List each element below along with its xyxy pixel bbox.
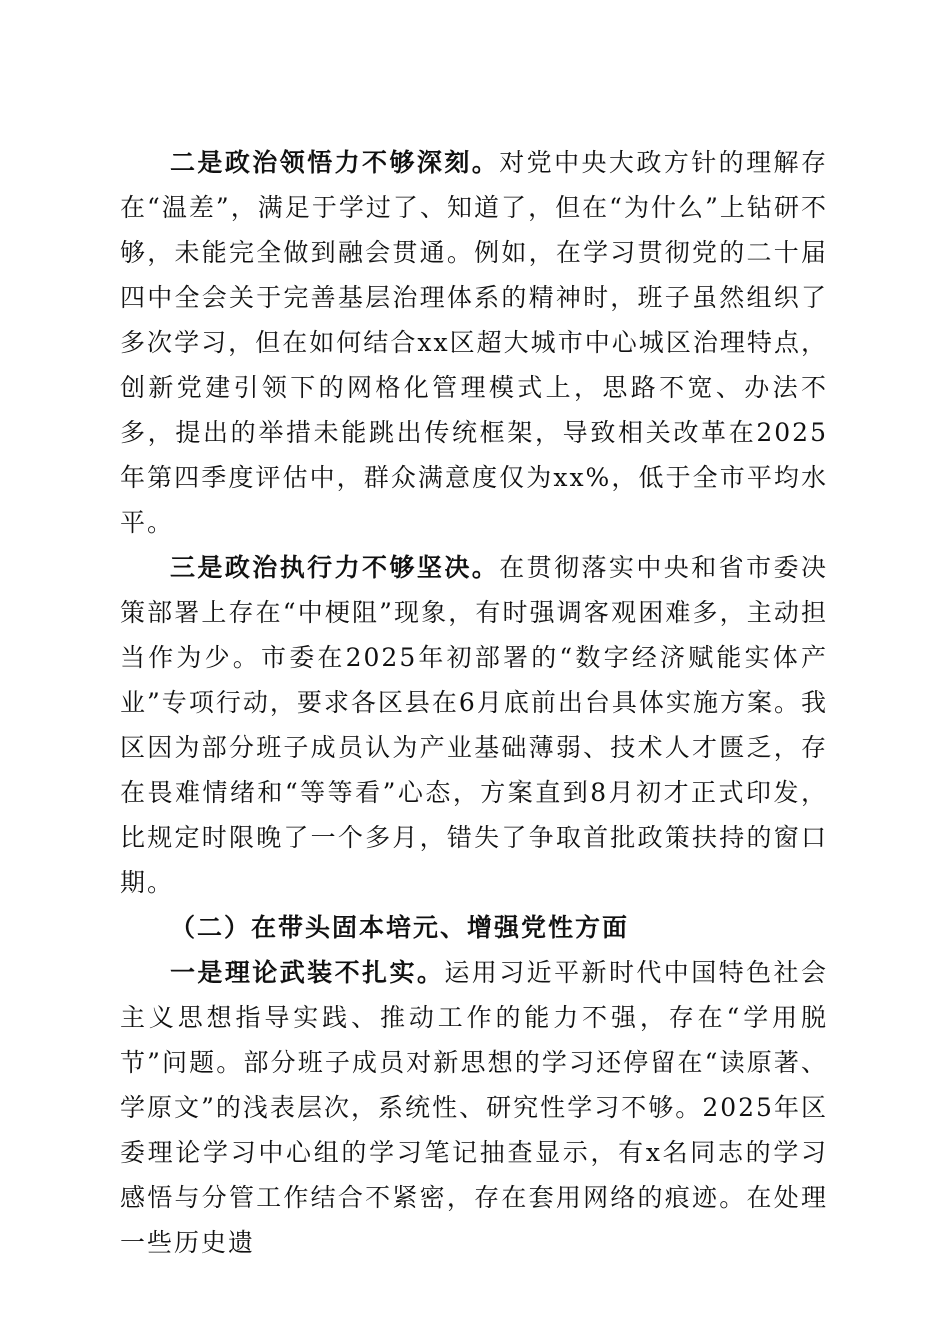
paragraph-lead: 二是政治领悟力不够深刻。: [170, 148, 500, 177]
paragraph-political-understanding: [120, 140, 828, 545]
paragraph-text: 在贯彻落实中央和省市委决策部署上存在“中梗阻”现象，有时强调客观困难多，主动担当作为少。市委在2025年初部署的“数字经济赋能实体产业”专项行动，要求各区县在6月底前出台具体实施方案。我区因为部分班子成员认为产业基础薄弱、技术人才匮乏，存在畏难情绪和“等等看”心态，方案直到8月初才正式印发，比规定时限晚了一个多月，错失了争取首批政策扶持的窗口期。: [120, 553, 828, 897]
paragraph-text: 运用习近平新时代中国特色社会主义思想指导实践、推动工作的能力不强，存在“学用脱节”问题。部分班子成员对新思想的学习还停留在“读原著、学原文”的浅表层次，系统性、研究性学习不够。2025年区委理论学习中心组的学习笔记抽查显示，有x名同志的学习感悟与分管工作结合不紧密，存在套用网络的痕迹。在处理一些历史遗: [120, 958, 828, 1257]
paragraph-text: 对党中央大政方针的理解存在“温差”，满足于学过了、知道了，但在“为什么”上钻研不够，未能完全做到融会贯通。例如，在学习贯彻党的二十届四中全会关于完善基层治理体系的精神时，班子虽然组织了多次学习，但在如何结合xx区超大城市中心城区治理特点，创新党建引领下的网格化管理模式上，思路不宽、办法不多，提出的举措未能跳出传统框架，导致相关改革在2025年第四季度评估中，群众满意度仅为xx%，低于全市平均水平。: [120, 148, 828, 537]
paragraph-lead: 一是理论武装不扎实。: [170, 958, 445, 987]
document-body: [120, 140, 828, 1265]
section-heading: （二）在带头固本培元、增强党性方面: [170, 913, 630, 942]
paragraph-political-execution: [120, 545, 828, 905]
paragraph-lead: 三是政治执行力不够坚决。: [170, 553, 500, 582]
paragraph-theoretical-armament: [120, 950, 828, 1265]
